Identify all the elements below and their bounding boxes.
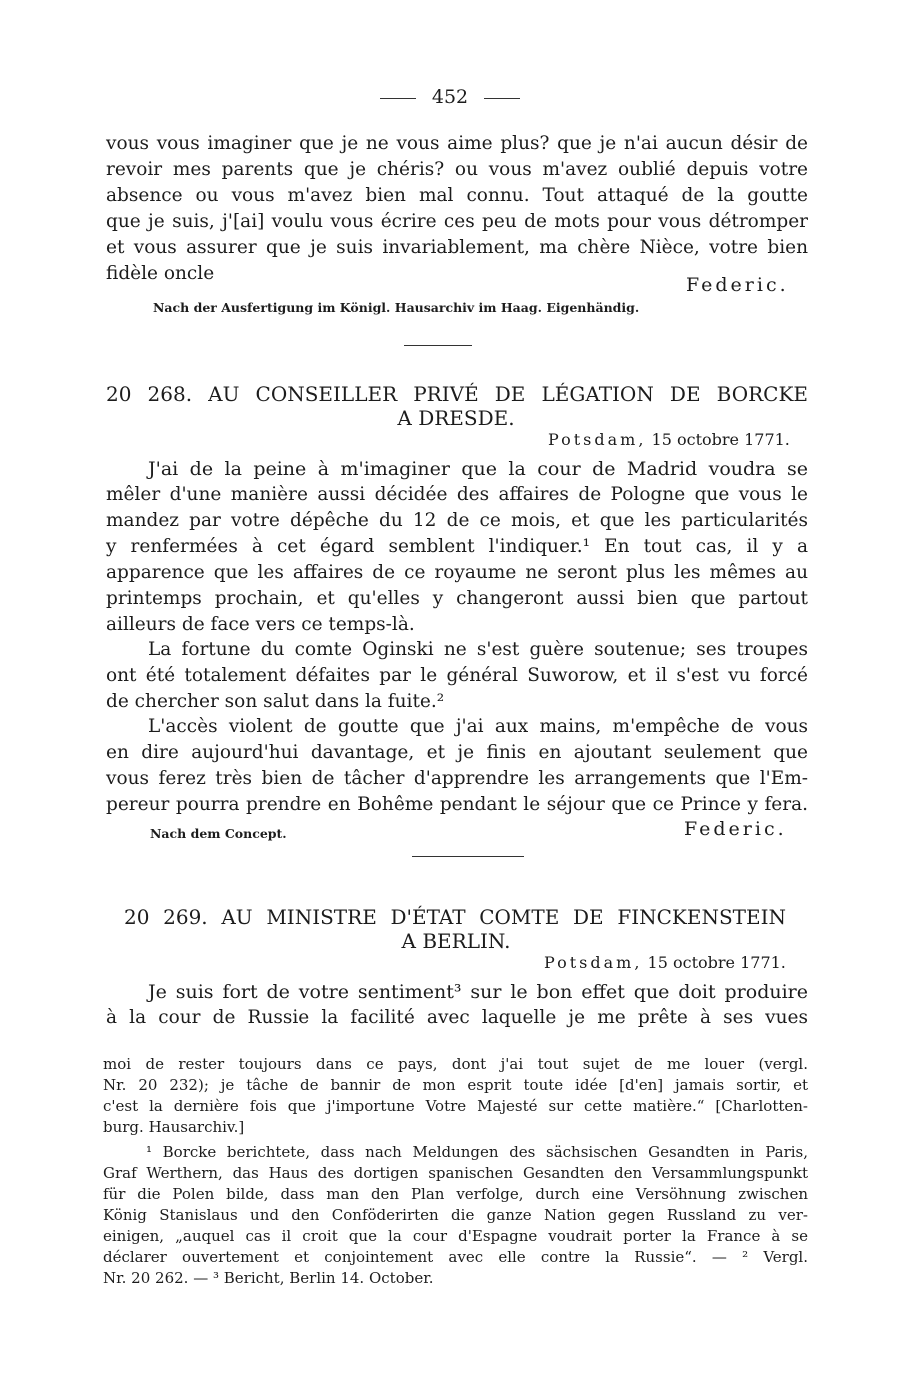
text-line: ailleurs de face vers ce temps-là. xyxy=(106,614,415,635)
text-line: La fortune du comte Oginski ne s'est guère soutenue; ses troupes xyxy=(148,639,808,660)
text-line: mêler d'une manière aussi décidée des affaires de Pologne que vous le xyxy=(106,484,808,505)
text-line: de chercher son salut dans la fuite.² xyxy=(106,691,445,712)
dateline xyxy=(548,430,790,449)
text-line: en dire aujourd'hui davantage, et je finis en ajoutant seulement que xyxy=(106,742,808,763)
header-rule-left xyxy=(380,98,416,99)
letter-heading-place: A BERLIN. xyxy=(401,929,511,953)
letter-heading: 20 268. AU CONSEILLER PRIVÉ DE LÉGATION DE BORCKE xyxy=(106,382,808,406)
text-line: mandez par votre dépêche du 12 de ce mois, et que les particularités xyxy=(106,510,808,531)
page-header xyxy=(0,86,900,108)
source-note: Nach dem Concept. xyxy=(150,826,287,841)
text-line: L'accès violent de goutte que j'ai aux mains, m'empêche de vous xyxy=(148,716,808,737)
signature: Federic. xyxy=(686,274,789,296)
footnote-line: König Stanislaus und den Conföderirten die ganze Nation gegen Russland zu ver- xyxy=(103,1206,808,1224)
header-rule-right xyxy=(484,98,520,99)
text-line: que je suis, j'[ai] voulu vous écrire ces peu de mots pour vous détromper xyxy=(106,211,808,232)
dateline-date: 15 octobre 1771. xyxy=(647,953,786,972)
footnote-line: c'est la dernière fois que j'importune Votre Majesté sur cette matière.“ [Charlotten- xyxy=(103,1097,808,1115)
text-line: à la cour de Russie la facilité avec laquelle je me prête à ses vues xyxy=(106,1007,808,1028)
footnote-line: Nr. 20 232); je tâche de bannir de mon esprit toute idée [d'en] jamais sortir, et xyxy=(103,1076,808,1094)
text-line: absence ou vous m'avez bien mal connu. Tout attaqué de la goutte xyxy=(106,185,808,206)
text-line: et vous assurer que je suis invariablement, ma chère Nièce, votre bien xyxy=(106,237,808,258)
footnote-line: für die Polen bilde, dass man den Plan verfolge, durch eine Versöhnung zwischen xyxy=(103,1185,808,1203)
footnote-line: moi de rester toujours dans ce pays, dont j'ai tout sujet de me louer (vergl. xyxy=(103,1055,808,1073)
text-line: fidèle oncle xyxy=(106,263,215,284)
text-line: Je suis fort de votre sentiment³ sur le bon effet que doit produire xyxy=(148,981,808,1003)
text-line: y renfermées à cet égard semblent l'indiquer.¹ En tout cas, il y a xyxy=(106,536,808,557)
footnote-line: burg. Hausarchiv.] xyxy=(103,1118,245,1136)
signature: Federic. xyxy=(684,818,787,840)
dateline-date: 15 octobre 1771. xyxy=(651,430,790,449)
footnote-line: ¹ Borcke berichtete, dass nach Meldungen des sächsischen Gesandten in Paris, xyxy=(146,1143,808,1161)
text-line: revoir mes parents que je chéris? ou vous m'avez oublié depuis votre xyxy=(106,159,808,180)
footnote-line: Nr. 20 262. — ³ Bericht, Berlin 14. October. xyxy=(103,1269,434,1287)
text-line: vous vous imaginer que je ne vous aime plus? que je n'ai aucun désir de xyxy=(106,133,808,154)
section-divider xyxy=(412,856,524,857)
text-line: ont été totalement défaites par le général Suworow, et il s'est vu forcé xyxy=(106,665,808,686)
text-line: pereur pourra prendre en Bohême pendant le séjour que ce Prince y fera. xyxy=(106,794,808,815)
dateline xyxy=(544,953,786,972)
text-line: apparence que les affaires de ce royaume ne seront plus les mêmes au xyxy=(106,562,808,583)
dateline-place: Potsdam, xyxy=(544,953,643,972)
footnote-line: einigen, „auquel cas il croit que la cour d'Espagne voudrait porter la France à se xyxy=(103,1227,808,1245)
dateline-place: Potsdam, xyxy=(548,430,647,449)
footnote-line: Graf Werthern, das Haus des dortigen spanischen Gesandten den Versammlungspunkt xyxy=(103,1164,808,1182)
section-divider xyxy=(404,345,472,346)
text-line: J'ai de la peine à m'imaginer que la cour de Madrid voudra se xyxy=(148,458,808,480)
page-number: 452 xyxy=(431,86,469,108)
text-line: printemps prochain, et qu'elles y changeront aussi bien que partout xyxy=(106,588,808,609)
footnote-line: déclarer ouvertement et conjointement avec elle contre la Russie“. — ² Vergl. xyxy=(103,1248,808,1266)
source-note: Nach der Ausfertigung im Königl. Hausarchiv im Haag. Eigenhändig. xyxy=(153,300,640,315)
letter-heading: 20 269. AU MINISTRE D'ÉTAT COMTE DE FINCKENSTEIN xyxy=(124,905,786,929)
text-line: vous ferez très bien de tâcher d'apprendre les arrangements que l'Em- xyxy=(106,768,808,789)
letter-heading-place: A DRESDE. xyxy=(397,406,515,430)
